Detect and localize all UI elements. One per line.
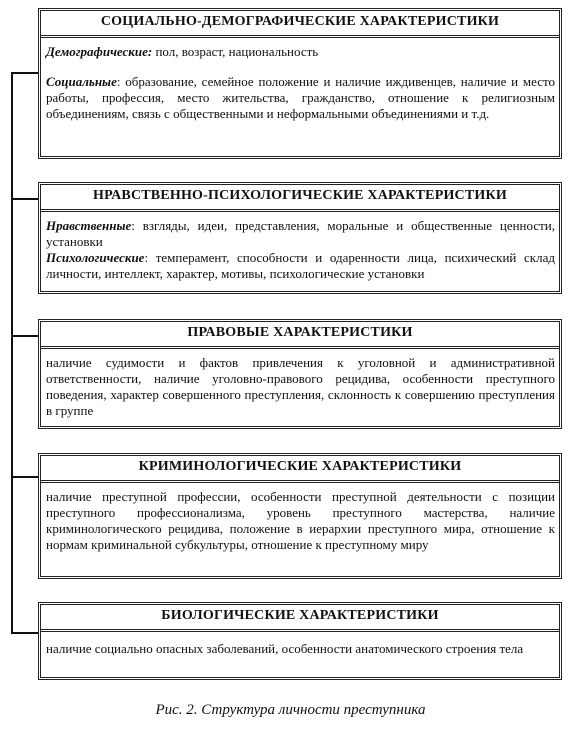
block-biological	[38, 602, 562, 680]
term-label: Нравственные	[46, 218, 132, 233]
connector-tick	[11, 476, 38, 478]
block-moral-psychological	[38, 182, 562, 294]
block-title: КРИМИНОЛОГИЧЕСКИЕ ХАРАКТЕРИСТИКИ	[41, 456, 559, 483]
term-label: Психологические	[46, 250, 145, 265]
block-body	[41, 38, 559, 126]
block-socio-demographic	[38, 8, 562, 159]
block-body	[41, 349, 559, 423]
connector-tick	[11, 335, 38, 337]
term-text: наличие преступной профессии, особенности преступной деятельности с позиции преступного профессионализма, уровень преступного мастерства, наличие криминологического рецидива, положение в иерархии преступного мира, отношение к нормам криминальной субкультуры, отношение к преступному миру	[46, 489, 555, 552]
block-body	[41, 212, 559, 286]
block-title: ПРАВОВЫЕ ХАРАКТЕРИСТИКИ	[41, 322, 559, 349]
term-text: наличие социально опасных заболеваний, особенности анатомического строения тела	[46, 641, 524, 656]
block-body	[41, 632, 559, 661]
term-label: Социальные	[46, 74, 117, 89]
block-paragraph	[46, 250, 555, 282]
term-text: наличие судимости и фактов привлечения к уголовной и административной ответственности, наличие уголовно-правового рецидива, особенности преступного поведения, характер совершенного преступления, склонность к совершению преступления в группе	[46, 355, 555, 418]
connector-tick	[11, 198, 38, 200]
block-title: БИОЛОГИЧЕСКИЕ ХАРАКТЕРИСТИКИ	[41, 605, 559, 632]
term-label: Демографические:	[46, 44, 153, 59]
block-title: НРАВСТВЕННО-ПСИХОЛОГИЧЕСКИЕ ХАРАКТЕРИСТИКИ	[41, 185, 559, 212]
block-paragraph	[46, 355, 555, 419]
block-paragraph	[46, 641, 555, 657]
block-paragraph	[46, 74, 555, 122]
connector-tick	[11, 632, 38, 634]
connector-spine	[11, 72, 13, 634]
block-criminological	[38, 453, 562, 579]
block-paragraph	[46, 44, 555, 60]
block-legal	[38, 319, 562, 429]
connector-tick	[11, 72, 38, 74]
term-text: : темперамент, способности и одаренности лица, психический склад личности, интеллект, характер, мотивы, психологические установки	[46, 250, 555, 281]
block-title: СОЦИАЛЬНО-ДЕМОГРАФИЧЕСКИЕ ХАРАКТЕРИСТИКИ	[41, 11, 559, 38]
block-body	[41, 483, 559, 557]
block-paragraph	[46, 218, 555, 250]
term-text: : взгляды, идеи, представления, моральные и общественные ценности, установки	[46, 218, 555, 249]
term-text: : образование, семейное положение и наличие иждивенцев, наличие и место работы, профессия, место жительства, гражданство, отношение к религиозным объединениям, связь с общественными и неформальными объединениями и т.д.	[46, 74, 555, 121]
block-paragraph	[46, 489, 555, 553]
figure-caption: Рис. 2. Структура личности преступника	[155, 702, 426, 718]
term-text: пол, возраст, национальность	[152, 44, 319, 59]
